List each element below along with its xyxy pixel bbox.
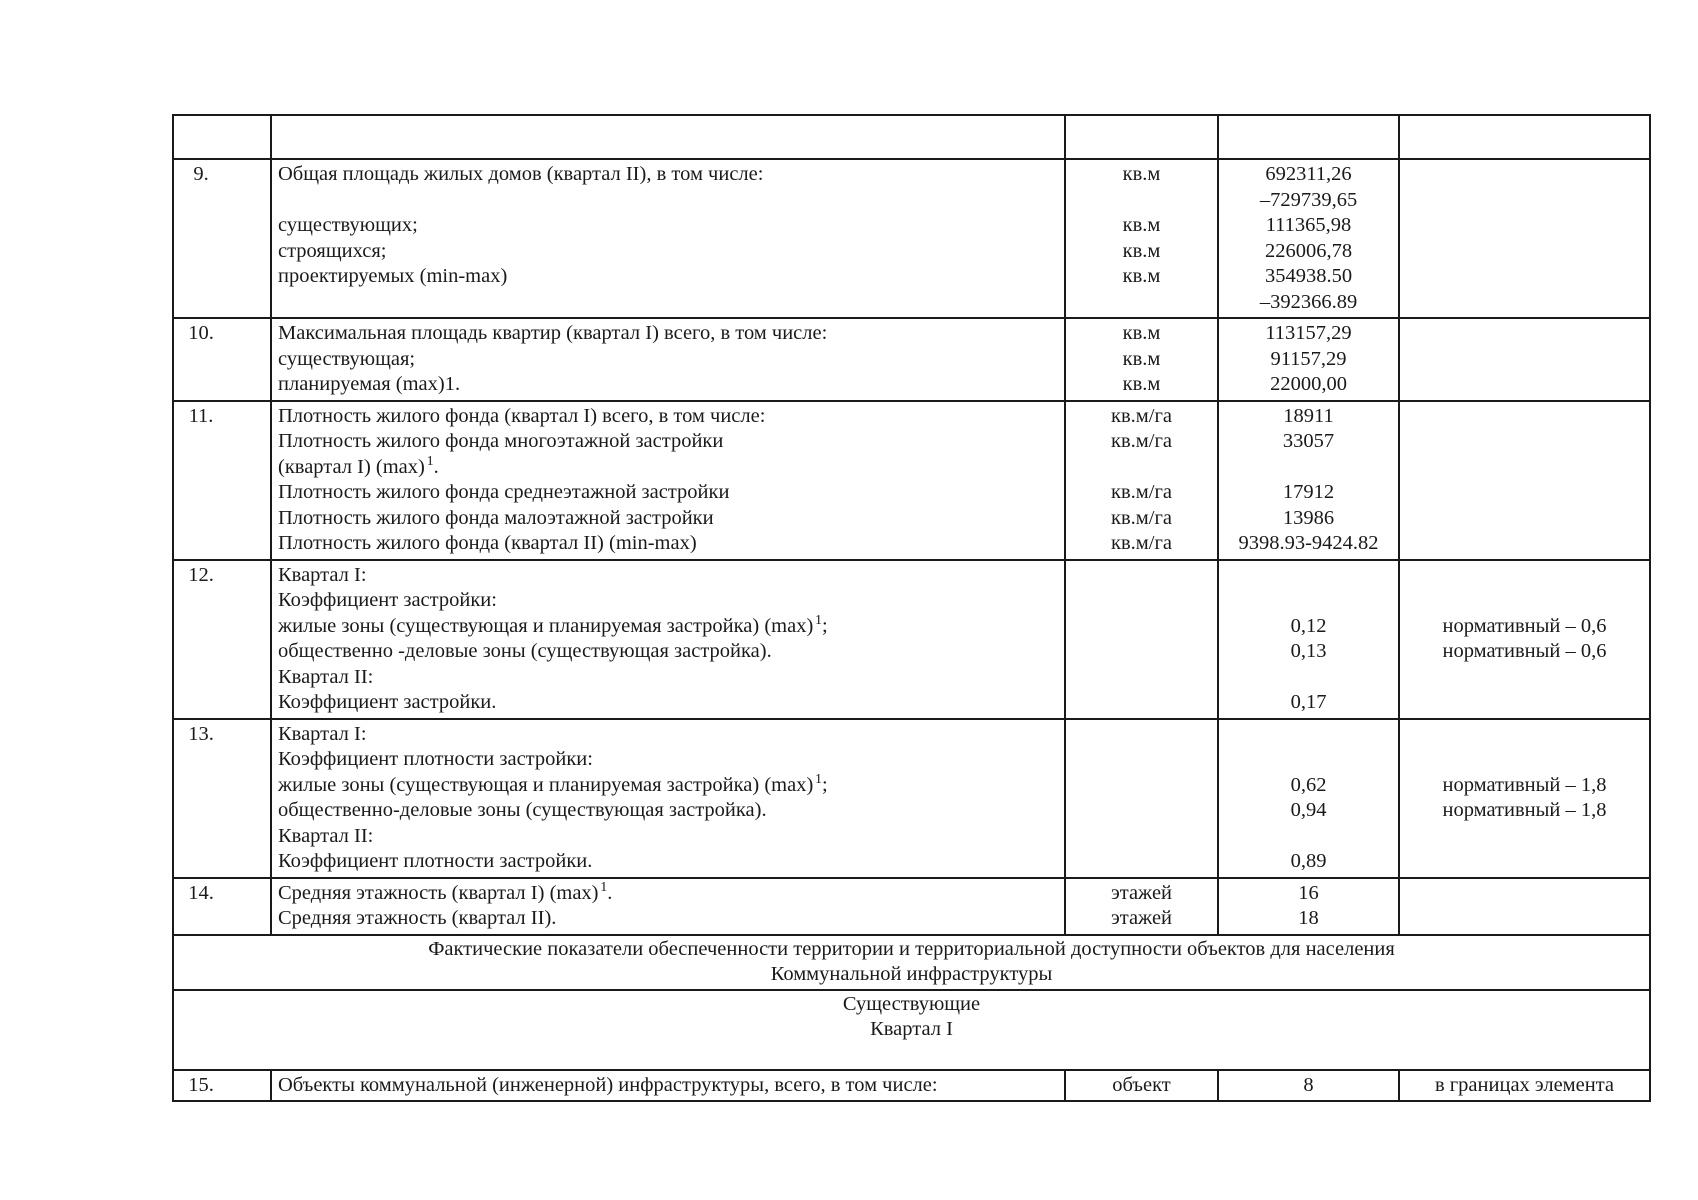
value-line: 33057 (1282, 430, 1335, 452)
row-description (271, 878, 1065, 935)
value-line: 18 (1298, 907, 1319, 929)
value-line: 0,89 (1290, 850, 1327, 872)
note-spacer (1402, 722, 1647, 748)
description-line: Средняя этажность (квартал II). (278, 907, 557, 929)
row-number: 12. (173, 560, 271, 719)
subsection-header-row (173, 990, 1650, 1070)
value-spacer (1225, 722, 1392, 748)
value-spacer (1225, 665, 1392, 691)
description-line: Квартал I: (278, 563, 367, 586)
row-value (1218, 719, 1399, 878)
description-punct: . (433, 455, 439, 478)
subsection-header-line: Существующие (842, 992, 981, 1015)
description-text: жилые зоны (существующая и планируемая застройка) (max) (278, 614, 814, 637)
description-line (278, 455, 1058, 481)
unit-line: кв.м (1122, 239, 1161, 262)
row-number: 15. (173, 1070, 271, 1102)
value-spacer (1225, 563, 1392, 589)
row-number: 11. (173, 401, 271, 560)
unit-line: кв.м/га (1111, 404, 1172, 427)
subsection-header-line: Квартал I (870, 1018, 953, 1040)
description-punct: ; (822, 773, 828, 796)
row-description: Объекты коммунальной (инженерной) инфраструктуры, всего, в том числе: (271, 1070, 1065, 1102)
description-line: строящихся; (278, 239, 387, 262)
value-line: 18911 (1283, 404, 1334, 427)
description-line (278, 188, 1058, 214)
row-note (1399, 318, 1650, 401)
row-value (1218, 318, 1399, 401)
row-number: 10. (173, 318, 271, 401)
unit-line: кв.м (1122, 163, 1161, 185)
description-line: существующая; (278, 347, 416, 370)
table-row (173, 719, 1650, 878)
value-line: 0,17 (1290, 691, 1327, 713)
value-line: 226006,78 (1264, 239, 1353, 262)
value-line: 692311,26 (1265, 163, 1352, 185)
description-text: жилые зоны (существующая и планируемая застройка) (max) (278, 773, 814, 796)
row-unit (1065, 318, 1218, 401)
note-spacer (1402, 747, 1647, 773)
row-unit (1065, 159, 1218, 318)
value-line: 113157,29 (1265, 322, 1352, 344)
table-cell (1218, 115, 1399, 159)
row-unit: объект (1065, 1070, 1218, 1102)
row-number: 14. (173, 878, 271, 935)
description-text: Средняя этажность (квартал I) (max) (278, 881, 599, 904)
row-value (1218, 159, 1399, 318)
description-line: Плотность жилого фонда (квартал II) (min-max) (278, 532, 697, 554)
unit-line: кв.м (1122, 322, 1161, 344)
table-cell (1399, 115, 1650, 159)
value-spacer (1225, 824, 1392, 850)
row-description (271, 401, 1065, 560)
unit-line (1072, 188, 1211, 214)
description-line: Плотность жилого фонда малоэтажной застройки (278, 506, 714, 529)
row-value: 8 (1218, 1070, 1399, 1102)
value-spacer (1225, 747, 1392, 773)
footnote-mark: 1 (815, 771, 823, 787)
table-row (173, 318, 1650, 401)
footnote-mark: 1 (815, 612, 823, 628)
description-line: Коэффициент плотности застройки. (278, 850, 593, 872)
description-line: Квартал I: (278, 722, 367, 745)
description-line: Максимальная площадь квартир (квартал I) всего, в том числе: (278, 322, 828, 344)
row-note (1399, 719, 1650, 878)
row-note (1399, 159, 1650, 318)
unit-line: кв.м/га (1111, 430, 1172, 452)
description-line: Квартал II: (278, 665, 374, 688)
value-line: –392366.89 (1259, 290, 1358, 313)
subsection-header (173, 990, 1650, 1070)
value-line: 17912 (1282, 481, 1335, 503)
description-line (278, 773, 1058, 799)
value-line: 22000,00 (1270, 373, 1347, 395)
section-header-line: Коммунальной инфраструктуры (770, 963, 1053, 985)
table-row (173, 401, 1650, 560)
section-header-line: Фактические показатели обеспеченности территории и территориальной доступности объектов для населения (428, 937, 1395, 960)
description-line: Общая площадь жилых домов (квартал II), в том числе: (278, 163, 764, 185)
note-spacer (1402, 588, 1647, 614)
description-line: Плотность жилого фонда среднеэтажной застройки (278, 481, 730, 503)
value-line: 13986 (1282, 506, 1335, 529)
unit-line: этажей (1110, 907, 1173, 929)
row-note (1399, 560, 1650, 719)
row-number: 13. (173, 719, 271, 878)
note-line: нормативный – 1,8 (1442, 799, 1607, 821)
table-row (173, 1070, 1650, 1102)
table-row (173, 560, 1650, 719)
footnote-mark: 1 (426, 453, 434, 469)
row-unit (1065, 878, 1218, 935)
row-note (1399, 878, 1650, 935)
footnote-mark: 1 (600, 879, 608, 895)
row-number: 9. (173, 159, 271, 318)
value-line: 0,62 (1290, 773, 1327, 796)
note-spacer (1402, 563, 1647, 589)
value-line: 111365,98 (1265, 214, 1352, 236)
unit-line: кв.м (1122, 373, 1161, 395)
unit-line: кв.м (1122, 214, 1161, 236)
table-cell (173, 115, 271, 159)
description-line: Коэффициент застройки. (278, 691, 497, 713)
unit-line: кв.м/га (1111, 506, 1172, 529)
description-line: существующих; (278, 214, 418, 236)
table-row (173, 878, 1650, 935)
note-line: нормативный – 0,6 (1442, 640, 1607, 662)
value-line: 16 (1298, 881, 1319, 904)
row-description (271, 159, 1065, 318)
unit-line: кв.м (1122, 347, 1161, 370)
description-punct: ; (822, 614, 828, 637)
table-row (173, 159, 1650, 318)
value-line: 354938.50 (1264, 265, 1353, 287)
row-unit (1065, 719, 1218, 878)
note-line: нормативный – 0,6 (1442, 614, 1607, 637)
value-line: –729739,65 (1259, 188, 1358, 211)
description-punct: . (607, 881, 613, 904)
row-value (1218, 560, 1399, 719)
note-line: нормативный – 1,8 (1442, 773, 1607, 796)
description-line: Плотность жилого фонда (квартал I) всего, в том числе: (278, 404, 766, 427)
unit-line: кв.м/га (1111, 532, 1172, 554)
table-cell (271, 115, 1065, 159)
table-row (173, 115, 1650, 159)
description-line: Квартал II: (278, 824, 374, 847)
table-cell (1065, 115, 1218, 159)
row-value (1218, 401, 1399, 560)
row-value (1218, 878, 1399, 935)
description-line: проектируемых (min-max) (278, 265, 508, 287)
value-line: 0,12 (1290, 614, 1327, 637)
description-text: (квартал I) (max) (278, 455, 425, 478)
row-note: в границах элемента (1399, 1070, 1650, 1102)
unit-line: кв.м (1122, 265, 1161, 287)
description-line: общественно -деловые зоны (существующая застройка). (278, 640, 772, 662)
section-header-row (173, 935, 1650, 990)
description-line: планируемая (max)1. (278, 373, 461, 395)
value-line: 9398.93-9424.82 (1238, 532, 1379, 554)
value-line: 91157,29 (1270, 347, 1347, 370)
row-unit (1065, 401, 1218, 560)
row-description (271, 560, 1065, 719)
row-note (1399, 401, 1650, 560)
value-line (1225, 455, 1392, 481)
unit-line: кв.м/га (1111, 481, 1172, 503)
description-line: общественно-деловые зоны (существующая застройка). (278, 799, 767, 821)
row-description (271, 719, 1065, 878)
description-line: Коэффициент плотности застройки: (278, 748, 593, 770)
value-spacer (1225, 588, 1392, 614)
section-header (173, 935, 1650, 990)
description-line (278, 614, 1058, 640)
unit-line: этажей (1110, 881, 1173, 904)
description-line: Коэффициент застройки: (278, 589, 497, 611)
description-line (278, 881, 1058, 907)
row-description (271, 318, 1065, 401)
value-line: 0,13 (1290, 640, 1327, 662)
indicators-table (172, 114, 1651, 1102)
unit-line (1072, 455, 1211, 481)
description-line: Плотность жилого фонда многоэтажной застройки (278, 430, 724, 452)
row-unit (1065, 560, 1218, 719)
value-line: 0,94 (1290, 799, 1327, 821)
